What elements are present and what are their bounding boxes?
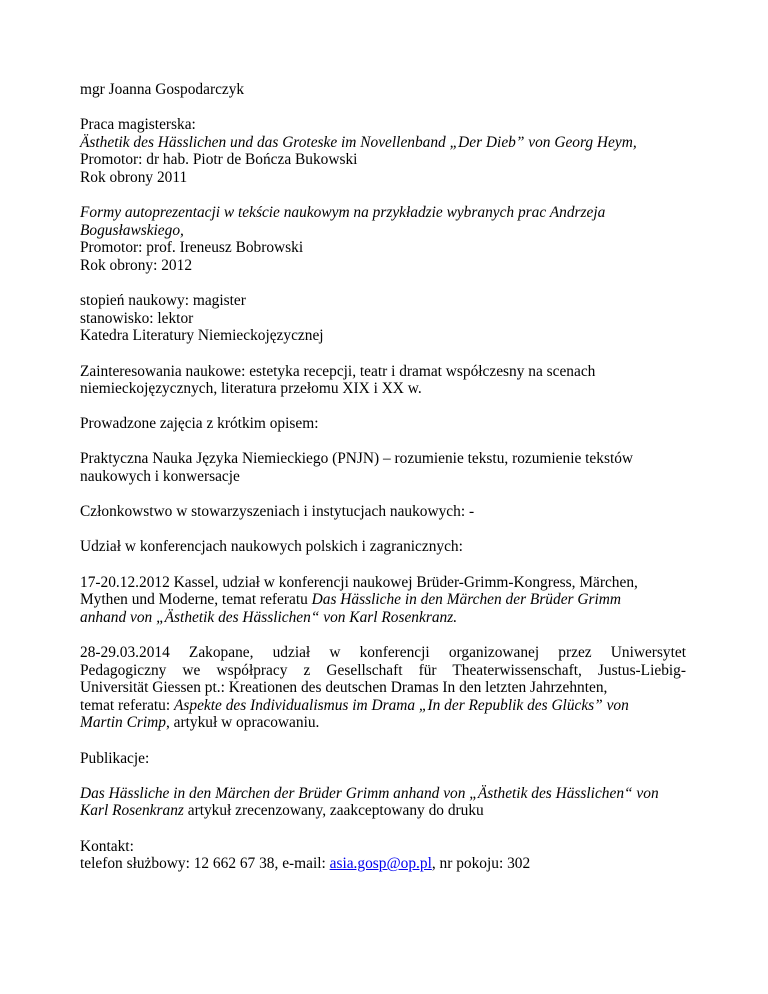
publications-section [80, 785, 686, 820]
conferences-heading-section [80, 538, 686, 556]
interests-section [80, 363, 686, 398]
conferences-heading: Udział w konferencjach naukowych polskich i zagranicznych: [80, 538, 463, 556]
thesis-1-year: Rok obrony 2011 [80, 168, 188, 186]
thesis-label: Praca magisterska: [80, 116, 196, 134]
publications-heading: Publikacje: [80, 749, 150, 767]
publication-status: artykuł zrecenzowany, zaakceptowany do druku [183, 802, 484, 820]
membership-section [80, 503, 686, 521]
contact-room: , nr pokoju: 302 [431, 855, 531, 873]
conference-1-line-3 [80, 609, 686, 627]
author-name: mgr Joanna Gospodarczyk [80, 81, 245, 98]
document-body [80, 81, 686, 890]
conference-2-talk-title: Aspekte des Individualismus im Drama „In der Republik des Glücks” von [174, 696, 629, 714]
email-link[interactable]: asia.gosp@op.pl [329, 855, 432, 873]
thesis-2-section [80, 204, 686, 274]
classes-line-1: Praktyczna Nauka Języka Niemieckiego (PNJN) – rozumienie tekstu, rozumienie tekstów [80, 450, 634, 468]
classes-line-2: naukowych i konwersacje [80, 468, 240, 486]
interests-line-2: niemieckojęzycznych, literatura przełomu XIX i XX w. [80, 380, 422, 398]
author-section [80, 81, 686, 99]
conference-1 [80, 574, 686, 627]
conference-1-talk-title: Das Hässliche in den Märchen der Brüder Grimm [311, 591, 621, 609]
contact-phone: telefon służbowy: 12 662 67 38, e-mail: [80, 855, 330, 873]
conference-2 [80, 644, 686, 732]
conference-2-line-5 [80, 714, 686, 732]
conference-1-text: Mythen und Moderne, temat referatu [80, 591, 312, 609]
publication-author: Karl Rosenkranz [80, 802, 184, 820]
thesis-1-title: Ästhetik des Hässlichen und das Groteske im Novellenband „Der Dieb” von Georg Heym, [80, 133, 637, 151]
contact-heading: Kontakt: [80, 837, 134, 855]
conference-2-line-4 [80, 697, 686, 715]
conference-2-line-1: 28-29.03.2014 Zakopane, udział w konferencji organizowanej przez Uniwersytet [80, 644, 686, 661]
contact-line [80, 855, 686, 873]
conference-2-talk-author: Martin Crimp [80, 714, 166, 732]
conference-2-line-2: Pedagogiczny we współpracy z Gesellschaft für Theaterwissenschaft, Justus-Liebig- [80, 661, 686, 679]
thesis-2-title-line-1: Formy autoprezentacji w tekście naukowym na przykładzie wybranych prac Andrzeja [80, 204, 606, 222]
membership-text: Członkowstwo w stowarzyszeniach i instytucjach naukowych: - [80, 503, 475, 521]
thesis-1-promotor: Promotor: dr hab. Piotr de Bończa Bukowski [80, 151, 358, 169]
publication-title: Das Hässliche in den Märchen der Brüder Grimm anhand von „Ästhetik des Hässlichen“ von [80, 784, 659, 802]
conference-1-line-1: 17-20.12.2012 Kassel, udział w konferencji naukowej Brüder-Grimm-Kongress, Märchen, [80, 573, 638, 591]
department-text: Katedra Literatury Niemieckojęzycznej [80, 327, 324, 345]
thesis-2-year: Rok obrony: 2012 [80, 256, 193, 274]
position-section [80, 292, 686, 345]
interests-line-1: Zainteresowania naukowe: estetyka recepcji, teatr i dramat współczesny na scenach [80, 362, 596, 380]
classes-heading: Prowadzone zajęcia z krótkim opisem: [80, 415, 319, 433]
degree-text: stopień naukowy: magister [80, 292, 246, 310]
classes-section [80, 450, 686, 485]
conference-1-line-2 [80, 591, 686, 609]
conference-2-status: , artykuł w opracowaniu. [165, 714, 320, 732]
role-text: stanowisko: lektor [80, 309, 194, 327]
thesis-1-section [80, 116, 686, 186]
thesis-2-title-line-2: Bogusławskiego, [80, 221, 184, 239]
conference-2-line-3: Universität Giessen pt.: Kreationen des deutschen Dramas In den letzten Jahrzehnten, [80, 679, 608, 697]
conference-2-label: temat referatu: [80, 696, 174, 714]
conference-1-talk-title-cont: anhand von „Ästhetik des Hässlichen“ von Karl Rosenkranz. [80, 608, 458, 626]
thesis-2-promotor: Promotor: prof. Ireneusz Bobrowski [80, 239, 304, 257]
contact-section [80, 838, 686, 873]
publications-heading-section [80, 750, 686, 768]
classes-heading-section [80, 415, 686, 433]
